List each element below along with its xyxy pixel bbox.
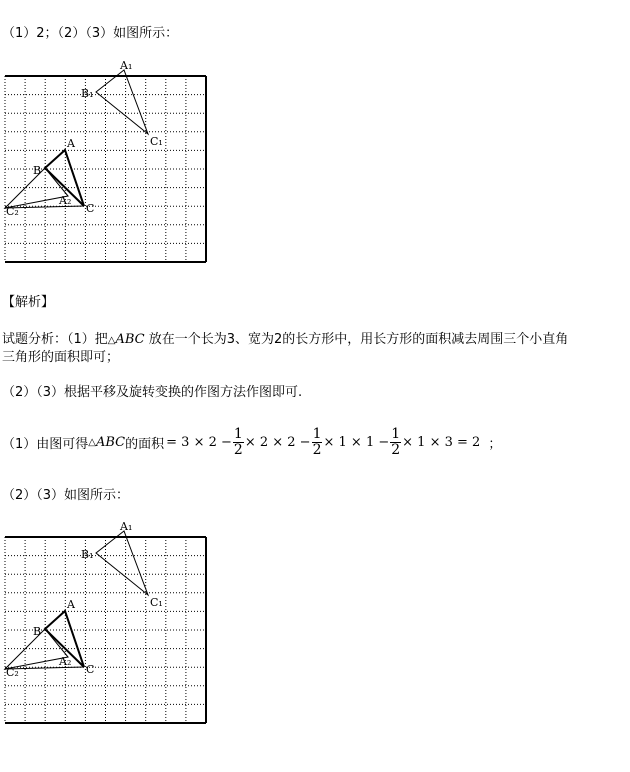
analysis-line-1-prefix: 试题分析：（1）把 (2, 332, 108, 347)
label-a: A (67, 598, 75, 611)
analysis-line-2: 三角形的面积即可； (2, 350, 120, 365)
solution-end: ； (488, 436, 502, 452)
final-line: （2）（3）如图所示： (2, 488, 130, 503)
label-c2: C₂ (6, 666, 19, 679)
fraction-2 (312, 427, 323, 458)
label-a1: A₁ (120, 520, 133, 533)
fraction-1 (233, 427, 244, 458)
label-c: C (86, 663, 95, 676)
answer-line: （1）2；（2）（3）如图所示： (2, 26, 179, 41)
triangle-symbol: △ (107, 335, 116, 346)
label-c1: C₁ (150, 135, 163, 148)
label-c1: C₁ (150, 596, 163, 609)
fraction-3-den: 2 (391, 441, 401, 458)
abc-label-2: ABC (95, 434, 126, 450)
solution-prefix: （1）由图可得 (2, 436, 89, 452)
fraction-1-num: 1 (233, 425, 243, 442)
label-c: C (86, 202, 95, 215)
abc-label: ABC (115, 332, 145, 347)
triangle-a1b1c1 (96, 531, 148, 595)
label-b: B (33, 625, 42, 638)
label-b1: B₁ (81, 548, 94, 561)
solution-mid: 的面积 (125, 436, 165, 452)
grid-figure-bottom (0, 519, 212, 729)
fraction-2-num: 1 (312, 425, 322, 442)
triangle-symbol-2: △ (88, 436, 96, 448)
label-b1: B₁ (81, 87, 94, 100)
fraction-2-den: 2 (312, 441, 322, 458)
label-a2: A₂ (59, 655, 72, 668)
label-a1: A₁ (120, 59, 133, 72)
fraction-3-num: 1 (391, 425, 401, 442)
equation-mid-1: × 2 × 2 − (244, 434, 311, 450)
label-b: B (33, 164, 42, 177)
equation-start: = 3 × 2 − (166, 434, 232, 450)
analysis-line-1 (2, 328, 568, 347)
label-a: A (67, 137, 75, 150)
fraction-3 (390, 427, 401, 458)
analysis-heading: 【解析】 (2, 295, 55, 310)
triangle-a1b1c1 (96, 70, 148, 134)
analysis-line-3: （2）（3）根据平移及旋转变换的作图方法作图即可. (2, 385, 303, 400)
solution-line (2, 422, 501, 462)
label-a2: A₂ (59, 194, 72, 207)
equation-mid-2: × 1 × 1 − (323, 434, 390, 450)
analysis-line-1-suffix: 放在一个长为3、宽为2的长方形中，用长方形的面积减去周围三个小直角 (144, 332, 569, 347)
fraction-1-den: 2 (233, 441, 243, 458)
equation-end: × 1 × 3 = 2 (402, 434, 481, 450)
label-c2: C₂ (6, 205, 19, 218)
grid-figure-top (0, 58, 212, 268)
